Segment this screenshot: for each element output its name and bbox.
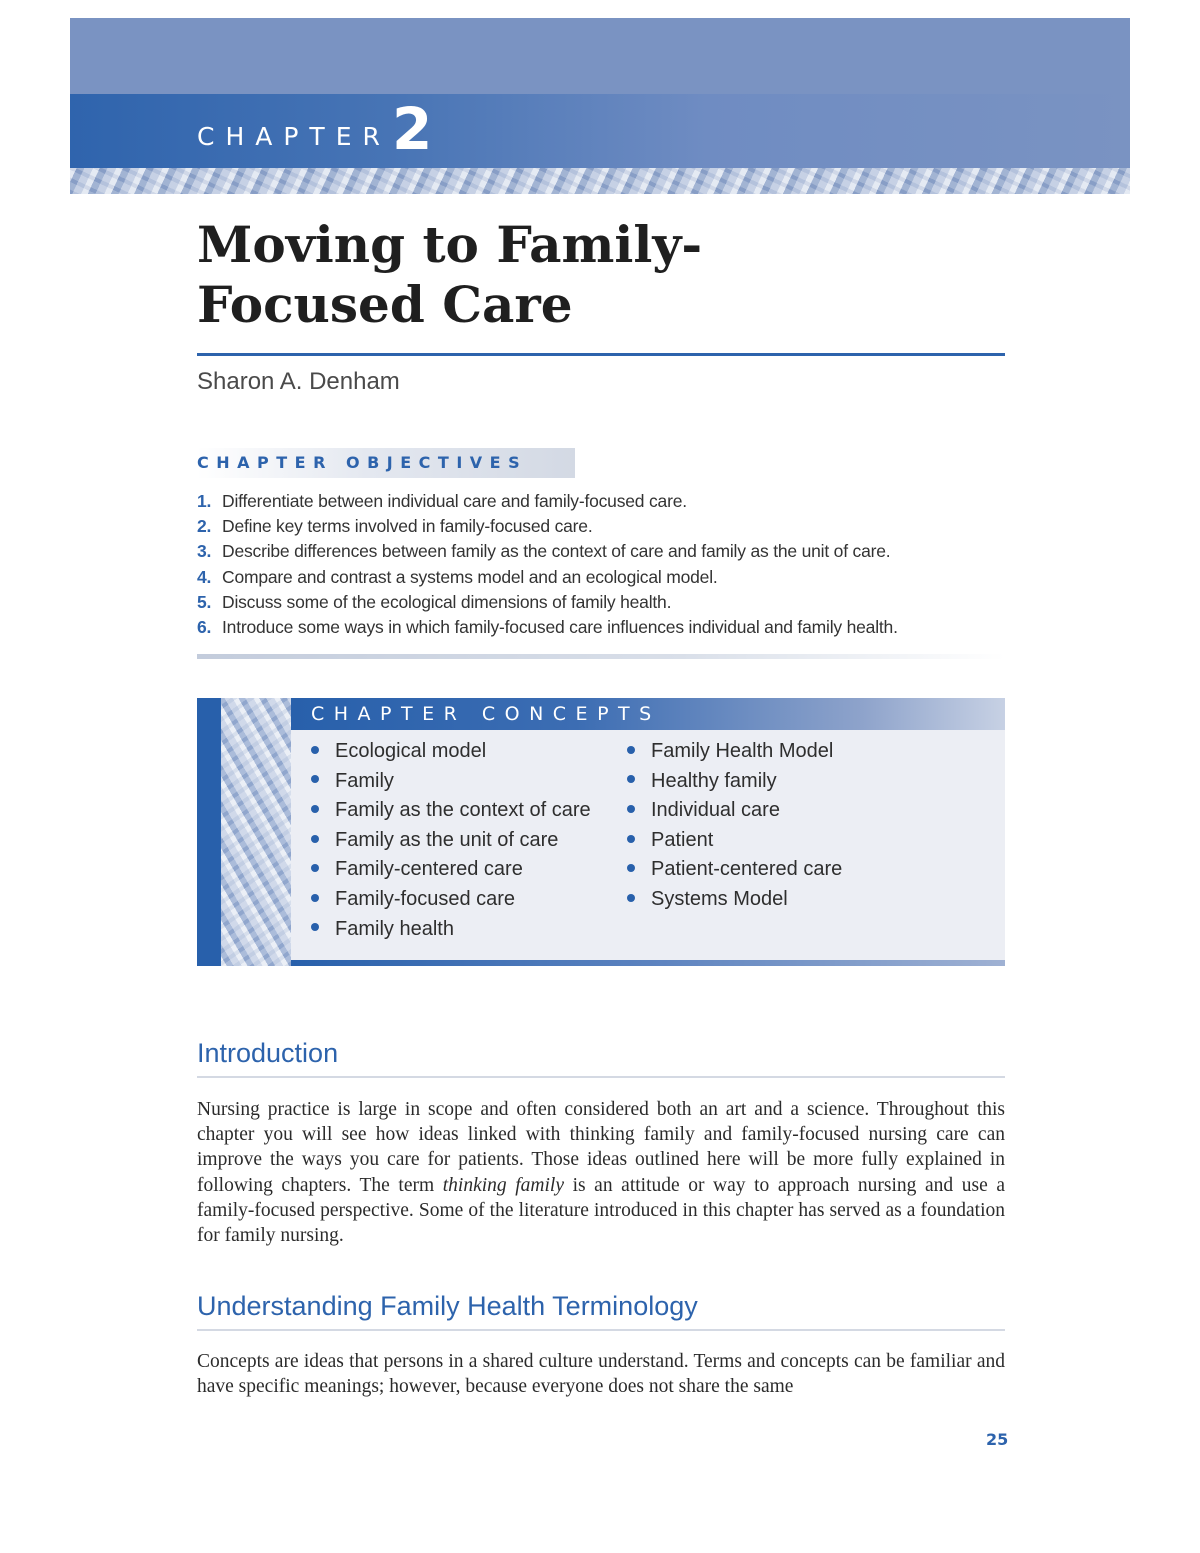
chapter-title [197, 215, 1017, 335]
bullet-icon [311, 923, 319, 931]
chapter-banner [70, 18, 1130, 94]
concept-item [627, 885, 842, 915]
objective-text: Describe differences between family as the context of care and family as the unit of care. [222, 541, 891, 562]
concept-item [311, 885, 591, 915]
title-divider [197, 353, 1005, 356]
concept-item [627, 855, 842, 885]
objective-text: Differentiate between individual care and family-focused care. [222, 491, 687, 511]
concepts-bottom-bar [291, 960, 1005, 966]
bullet-icon [311, 894, 319, 902]
bullet-icon [311, 775, 319, 783]
banner-texture [70, 168, 1130, 194]
objective-text: Define key terms involved in family-focused care. [222, 516, 593, 537]
bullet-icon [627, 805, 635, 813]
bullet-icon [311, 805, 319, 813]
bullet-icon [627, 746, 635, 754]
objective-item [197, 539, 1007, 564]
bullet-icon [627, 864, 635, 872]
terminology-paragraph: Concepts are ideas that persons in a shared culture understand. Terms and concepts can be familiar and have specific meanings; however, because everyone does not share the same [197, 1351, 1005, 1398]
bullet-icon [627, 835, 635, 843]
concept-text: Systems Model [651, 887, 788, 910]
objective-text: Compare and contrast a systems model and an ecological model. [222, 566, 718, 587]
concept-text: Family [335, 769, 394, 792]
terminology-heading: Understanding Family Health Terminology [197, 1291, 698, 1321]
concept-item [311, 737, 591, 767]
objective-number: 1. [197, 491, 212, 511]
concept-item [627, 767, 842, 797]
concepts-texture [221, 698, 291, 966]
introduction-emphasis: thinking family [442, 1174, 564, 1196]
objectives-divider [197, 654, 1005, 659]
objective-number: 4. [197, 566, 212, 587]
objective-text: Introduce some ways in which family-focused care influences individual and family health. [222, 616, 898, 637]
bullet-icon [311, 835, 319, 843]
concept-text: Family as the unit of care [335, 828, 559, 851]
introduction-divider [197, 1076, 1005, 1078]
concept-item [627, 826, 842, 856]
concepts-list-right [627, 737, 842, 915]
introduction-heading: Introduction [197, 1038, 339, 1068]
concept-text: Family as the context of care [335, 799, 591, 822]
concept-item [627, 737, 842, 767]
author-name: Sharon A. Denham [197, 368, 400, 395]
objective-text: Discuss some of the ecological dimensions of family health. [222, 591, 672, 612]
concept-text: Patient [651, 828, 714, 851]
chapter-title-line-2: Focused Care [197, 275, 573, 334]
concept-text: Ecological model [335, 740, 487, 762]
concept-item [311, 826, 591, 856]
concept-item [311, 855, 591, 885]
concept-text: Healthy family [651, 769, 777, 792]
objective-item [197, 489, 1007, 514]
concept-item [627, 796, 842, 826]
page-number: 25 [986, 1430, 1009, 1449]
concept-item [311, 767, 591, 797]
objective-item [197, 565, 1007, 590]
objectives-heading: CHAPTER OBJECTIVES [197, 453, 528, 472]
objectives-list [197, 489, 1007, 640]
concept-text: Family-focused care [335, 887, 516, 910]
introduction-text-part-2: is an attitude or way to approach nursing and use a family-focused perspective. Some of the literature introduced in this chapter has served as a foundation for family nursing. [197, 1174, 1006, 1247]
objective-item [197, 590, 1007, 615]
concept-text: Family-centered care [335, 858, 523, 881]
bullet-icon [627, 894, 635, 902]
concepts-list-left [311, 737, 591, 944]
chapter-number: 2 [392, 95, 433, 163]
concept-text: Patient-centered care [651, 858, 843, 881]
objective-number: 3. [197, 541, 212, 562]
terminology-divider [197, 1329, 1005, 1331]
concept-item [311, 796, 591, 826]
bullet-icon [311, 746, 319, 754]
concept-text: Family health [335, 917, 454, 940]
concept-text: Family Health Model [651, 740, 834, 762]
objective-number: 2. [197, 516, 212, 537]
objective-item [197, 514, 1007, 539]
introduction-text-part-1: Nursing practice is large in scope and often considered both an art and a science. Throughout this chapter you will see how ideas linked with thinking family and family-focused nursing care can improve the ways you care for patients. Those ideas outlined here will be more fully explained in following chapters. The term [197, 1099, 1005, 1196]
concept-text: Individual care [651, 799, 780, 822]
chapter-label: CHAPTER [197, 122, 391, 151]
objective-item [197, 615, 1007, 640]
introduction-paragraph [197, 1097, 1005, 1248]
bullet-icon [627, 775, 635, 783]
bullet-icon [311, 864, 319, 872]
concepts-heading: CHAPTER CONCEPTS [311, 703, 661, 725]
concept-item [311, 915, 591, 945]
objective-number: 6. [197, 616, 212, 637]
objective-number: 5. [197, 591, 212, 612]
chapter-title-line-1: Moving to Family- [197, 215, 703, 274]
concepts-side-bar [197, 698, 221, 966]
